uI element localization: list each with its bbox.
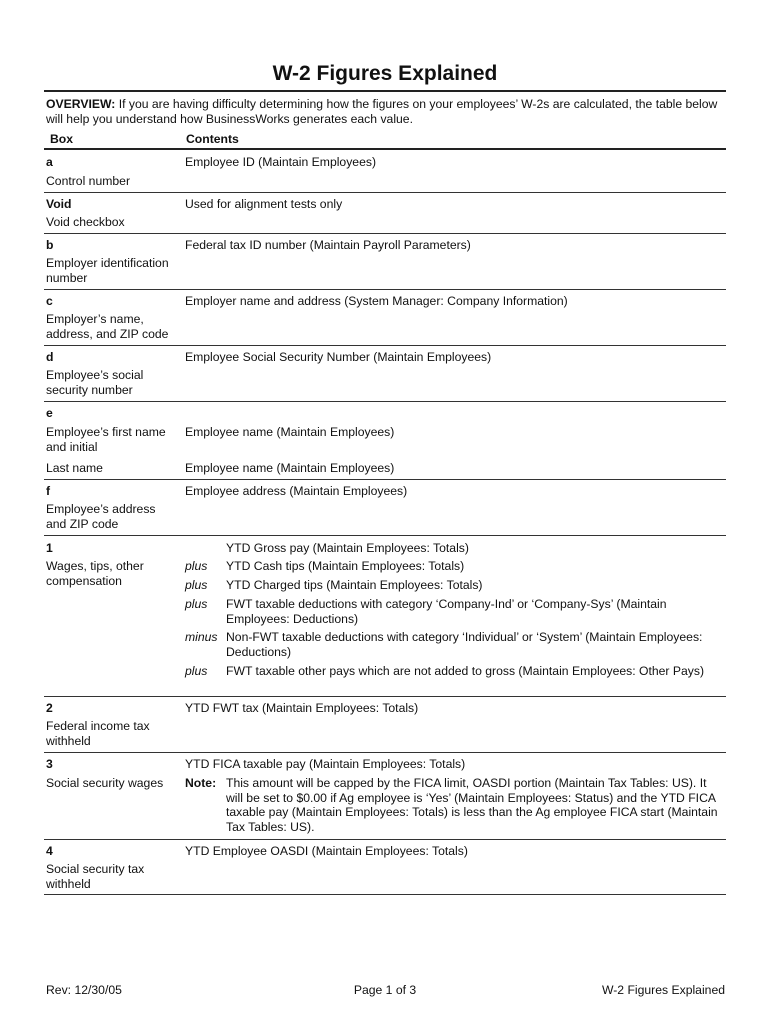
table-row-e bbox=[44, 402, 726, 480]
page-title: W-2 Figures Explained bbox=[272, 62, 498, 85]
operator: plus bbox=[185, 578, 208, 592]
computation-line: YTD Charged tips (Maintain Employees: Totals) bbox=[226, 578, 483, 592]
box-code: b bbox=[46, 238, 54, 252]
table-row-b bbox=[44, 234, 726, 290]
box-contents: Employee Social Security Number (Maintain Employees) bbox=[185, 350, 492, 364]
box-code: d bbox=[46, 350, 54, 364]
footer-document-title: W-2 Figures Explained bbox=[601, 983, 725, 997]
table-row-d bbox=[44, 346, 726, 402]
box-contents: Used for alignment tests only bbox=[185, 197, 343, 211]
box-code: e bbox=[46, 406, 53, 420]
table-row-4 bbox=[44, 840, 726, 895]
operator: plus bbox=[185, 597, 208, 611]
box-description: Employee’s address and ZIP code bbox=[46, 502, 156, 531]
footer-revision: Rev: 12/30/05 bbox=[46, 983, 122, 997]
table-row-void bbox=[44, 193, 726, 234]
table-row-a bbox=[44, 150, 726, 193]
box-contents: YTD FICA taxable pay (Maintain Employees: Totals) bbox=[185, 757, 466, 771]
footer-page-number: Page 1 of 3 bbox=[353, 983, 417, 997]
box-contents: Federal tax ID number (Maintain Payroll Parameters) bbox=[185, 238, 471, 252]
box-description: Federal income tax withheld bbox=[46, 719, 150, 748]
overview-paragraph bbox=[46, 97, 726, 126]
box-code: Void bbox=[46, 197, 72, 211]
computation-line: FWT taxable other pays which are not added to gross (Maintain Employees: Other Pays) bbox=[226, 664, 705, 678]
box-contents: Employee name (Maintain Employees) bbox=[185, 425, 395, 439]
title-rule bbox=[44, 90, 726, 92]
note-label: Note: bbox=[185, 776, 217, 790]
computation-line: YTD Gross pay (Maintain Employees: Totals) bbox=[226, 541, 469, 555]
box-description: Void checkbox bbox=[46, 215, 125, 229]
box-code: c bbox=[46, 294, 53, 308]
box-code: f bbox=[46, 484, 51, 498]
note-text: This amount will be capped by the FICA limit, OASDI portion (Maintain Tax Tables: US). It will be set to $0.00 if Ag employee is ‘Yes’ (Maintain Employees: Status) and the YTD FICA taxable pay (Maintain Employees: Totals) is less than the Ag employee FICA start (Maintain Tax Tables: US). bbox=[226, 776, 718, 834]
box-code: a bbox=[46, 155, 53, 169]
box-description-2: Last name bbox=[46, 461, 103, 475]
computation-line: YTD Cash tips (Maintain Employees: Totals) bbox=[226, 559, 465, 573]
box-code: 4 bbox=[46, 844, 53, 858]
box-description: Social security wages bbox=[46, 776, 164, 790]
box-contents: YTD FWT tax (Maintain Employees: Totals) bbox=[185, 701, 419, 715]
box-description: Employer identification number bbox=[46, 256, 169, 285]
box-description: Employee’s first name and initial bbox=[46, 425, 166, 454]
table-row-2 bbox=[44, 697, 726, 753]
computation-line: FWT taxable deductions with category ‘Company-Ind’ or ‘Company-Sys’ (Maintain Employees: Deductions) bbox=[226, 597, 667, 626]
table-row-3 bbox=[44, 753, 726, 840]
box-contents: Employee ID (Maintain Employees) bbox=[185, 155, 377, 169]
overview-text: If you are having difficulty determining how the figures on your employees’ W-2s are calculated, the table below will help you understand how BusinessWorks generates each value. bbox=[46, 97, 718, 126]
header-contents: Contents bbox=[186, 132, 239, 146]
table-row-f bbox=[44, 480, 726, 536]
table-row-c bbox=[44, 290, 726, 346]
operator: plus bbox=[185, 559, 208, 573]
box-description: Wages, tips, other compensation bbox=[46, 559, 144, 588]
box-contents: YTD Employee OASDI (Maintain Employees: Totals) bbox=[185, 844, 468, 858]
box-code: 3 bbox=[46, 757, 53, 771]
box-contents: Employee address (Maintain Employees) bbox=[185, 484, 408, 498]
box-contents-2: Employee name (Maintain Employees) bbox=[185, 461, 395, 475]
overview-label: OVERVIEW: bbox=[46, 97, 116, 111]
header-box: Box bbox=[50, 132, 74, 146]
box-description: Social security tax withheld bbox=[46, 862, 145, 891]
box-code: 2 bbox=[46, 701, 53, 715]
box-description: Employee’s social security number bbox=[46, 368, 144, 397]
box-description: Control number bbox=[46, 174, 130, 188]
computation-line: Non-FWT taxable deductions with category ‘Individual’ or ‘System’ (Maintain Employees: Deductions) bbox=[226, 630, 703, 659]
box-contents: Employer name and address (System Manager: Company Information) bbox=[185, 294, 568, 308]
operator: minus bbox=[185, 630, 218, 644]
operator: plus bbox=[185, 664, 208, 678]
box-description: Employer’s name, address, and ZIP code bbox=[46, 312, 169, 341]
table-row-1 bbox=[44, 536, 726, 697]
box-code: 1 bbox=[46, 541, 53, 555]
